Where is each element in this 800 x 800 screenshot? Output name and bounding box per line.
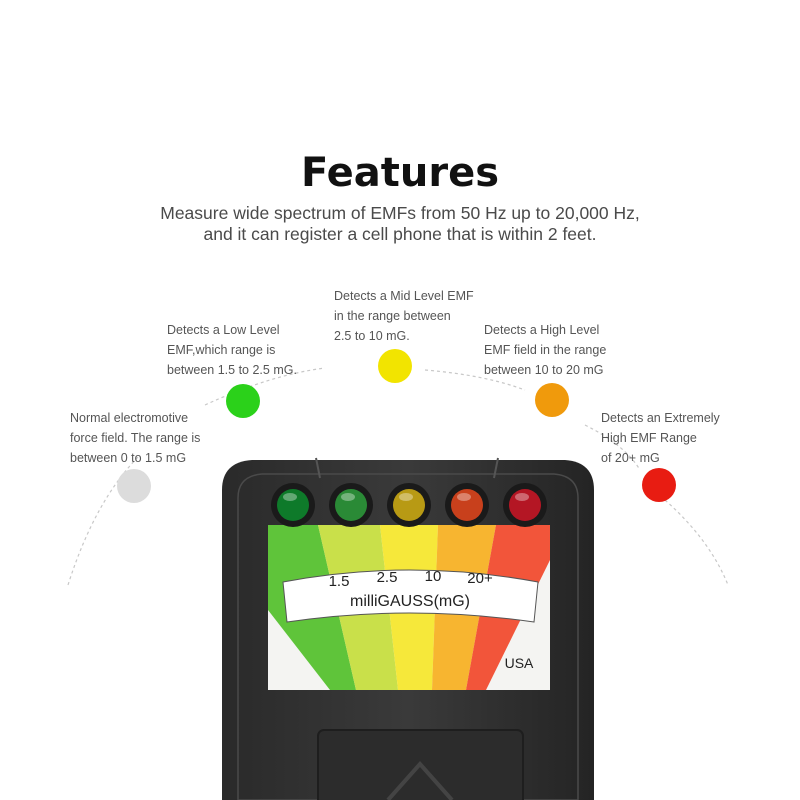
level-1-description: Detects a Low Level EMF,which range is between 1.5 to 2.5 mG. xyxy=(167,323,297,377)
level-0-description: Normal electromotive force field. The range is between 0 to 1.5 mG xyxy=(70,411,201,465)
origin-label: USA xyxy=(504,655,534,671)
scale-unit-label: milliGAUSS(mG) xyxy=(350,593,470,610)
level-4-description: Detects an Extremely High EMF Range of 20+ mG xyxy=(601,411,720,465)
scale-tick-3: 20+ xyxy=(467,570,493,587)
subtitle-line-1: Measure wide spectrum of EMFs from 50 Hz up to 20,000 Hz, xyxy=(160,203,640,223)
subtitle-line-2: and it can register a cell phone that is within 2 feet. xyxy=(203,224,597,244)
page-title: Features xyxy=(300,150,500,196)
scale-tick-2: 10 xyxy=(424,568,442,585)
scale-tick-1: 2.5 xyxy=(376,569,398,586)
scale-tick-0: 1.5 xyxy=(328,573,350,590)
level-3-description: Detects a High Level EMF field in the range between 10 to 20 mG xyxy=(484,323,607,377)
level-2-description: Detects a Mid Level EMF in the range between 2.5 to 10 mG. xyxy=(334,289,474,343)
